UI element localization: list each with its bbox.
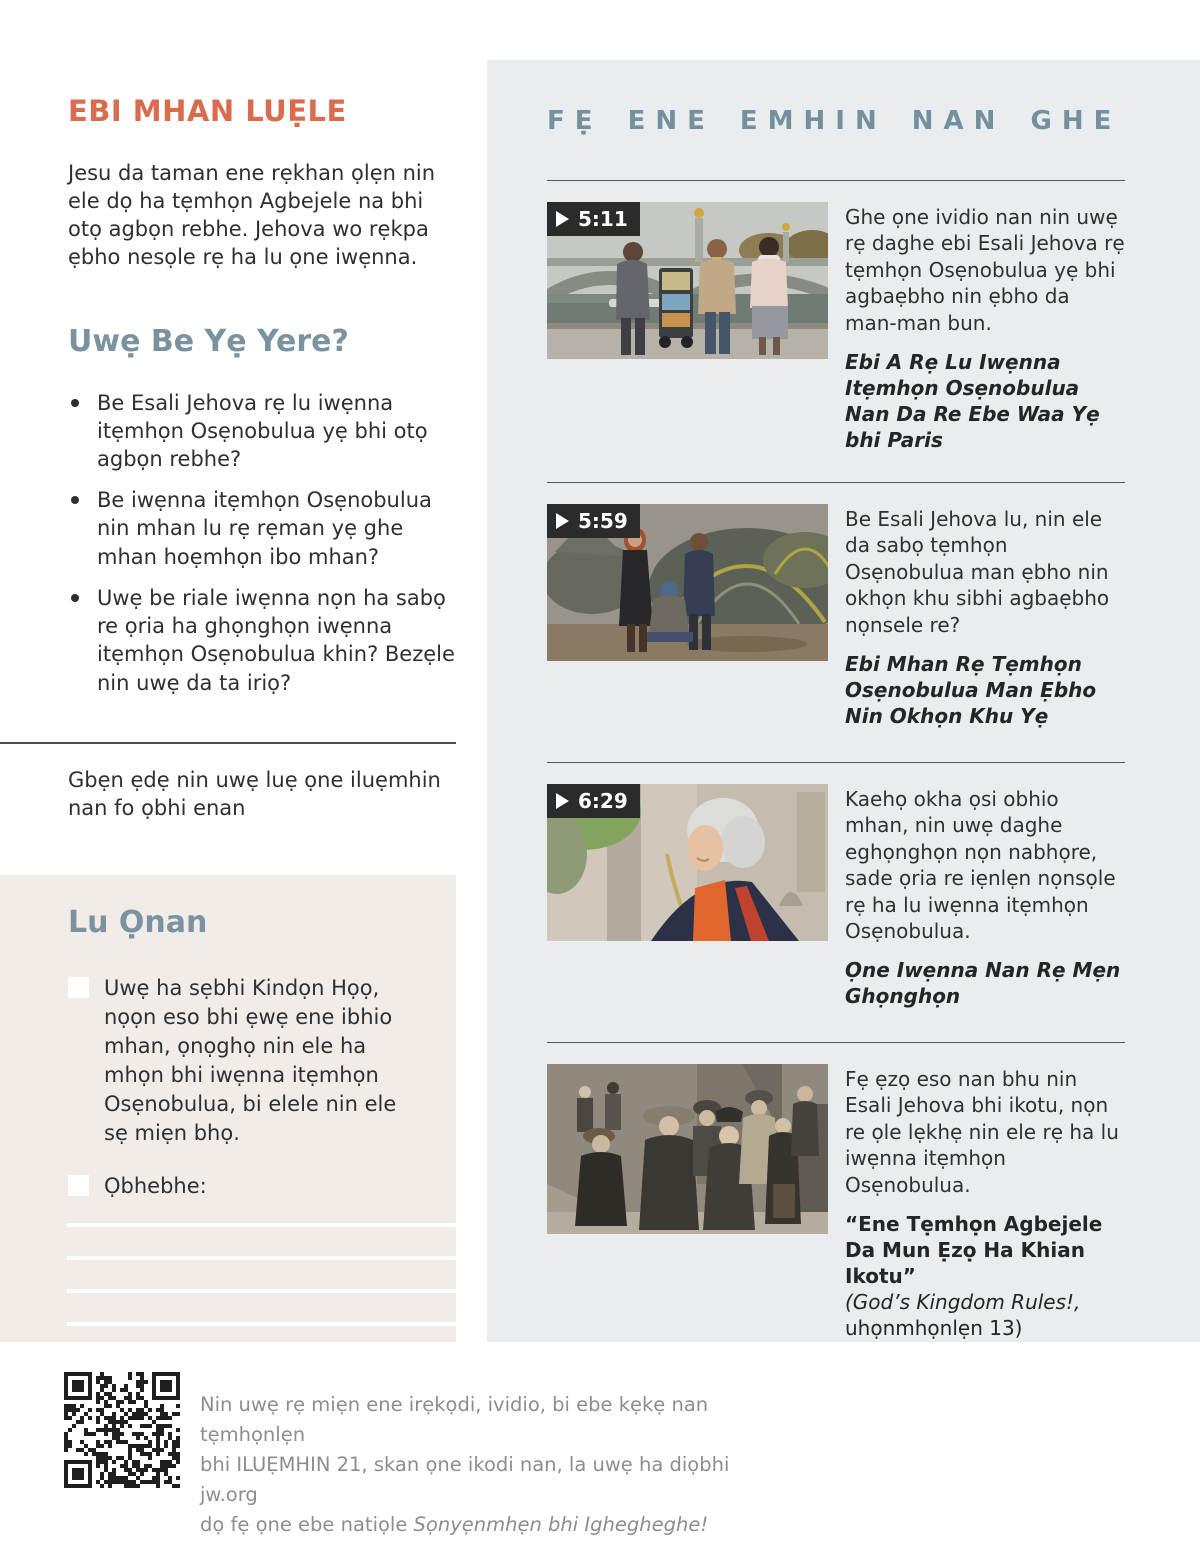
list-item xyxy=(68,486,460,571)
video-description: Be Esali Jehova lu, nin ele da sabọ tẹmhọn Osẹnobulua man ẹbho nin okhọn khu sibhi agbaẹbho nọnsele re? xyxy=(845,506,1110,637)
photo-description: Fẹ ẹzọ eso nan bhu nin Esali Jehova bhi ikotu, nọn re ọle lẹkhẹ nin ele rẹ ha lu iwẹnna itẹmhọn Osẹnobulua. xyxy=(845,1066,1119,1197)
todo-box xyxy=(0,875,456,1342)
chapter-title: “Ene Tẹmhọn Agbejele Da Mun Ẹzọ Ha Khian Ikotu” xyxy=(845,1211,1103,1288)
answer-line xyxy=(67,1322,456,1326)
video-thumbnail-refugee-camp[interactable] xyxy=(547,504,828,661)
bullet-icon xyxy=(71,496,79,504)
intro-paragraph: Jesu da taman ene rẹkhan ọlẹn nin ele dọ ha tẹmhọn Agbejele na bhi otọ agbọn rebhe. Jehova wo rẹkpa ẹbho nesọle rẹ ha lu ọne iwẹnna. xyxy=(68,161,436,270)
video-title-link[interactable]: Ebi Mhan Rẹ Tẹmhọn Osẹnobulua Man Ẹbho Nin Okhọn Khu Yẹ xyxy=(845,651,1097,728)
bullet-icon xyxy=(71,399,79,407)
video-thumbnail-elderly-sister[interactable] xyxy=(547,784,828,941)
list-item xyxy=(68,389,460,474)
answer-line xyxy=(67,1256,456,1260)
video-title-link[interactable]: Ebi A Rẹ Lu Iwẹnna Itẹmhọn Osẹnobulua Nan Da Re Ebe Waa Yẹ bhi Paris xyxy=(845,349,1100,452)
media-item xyxy=(547,482,1125,762)
media-item xyxy=(547,180,1125,482)
answer-line xyxy=(67,1289,456,1293)
question-text: Be Esali Jehova rẹ lu iwẹnna itẹmhọn Osẹnobulua yẹ bhi otọ agbọn rebhe? xyxy=(97,390,428,471)
question-text: Be iwẹnna itẹmhọn Osẹnobulua nin mhan lu rẹ rẹman yẹ ghe mhan hoẹmhọn ibo mhan? xyxy=(97,488,432,569)
section-divider xyxy=(0,742,456,744)
duration-badge xyxy=(547,784,640,818)
play-icon xyxy=(556,211,569,227)
answer-lines xyxy=(67,1223,456,1326)
historical-photo-thumbnail xyxy=(547,1064,828,1234)
media-panel-heading: FẸ ENE EMHIN NAN GHE xyxy=(547,106,1122,136)
todo-item-text: Ọbhebhe: xyxy=(104,1173,207,1198)
questions-list xyxy=(68,389,460,697)
qr-code-graphic xyxy=(64,1372,180,1488)
list-item xyxy=(68,584,460,697)
todo-item xyxy=(68,1172,404,1201)
play-icon xyxy=(556,793,569,809)
todo-item-text: Uwẹ ha sẹbhi Kindọn Họọ, nọọn eso bhi ẹwẹ ene ibhio mhan, ọnọghọ nin ele ha mhọn bhi iwẹnna itẹmhọn Osẹnobulua, bi elele nin ele sẹ miẹn bhọ. xyxy=(104,976,397,1145)
historical-photo-illustration xyxy=(547,1064,828,1234)
video-title-link[interactable]: Ọne Iwẹnna Nan Rẹ Mẹn Ghọnghọn xyxy=(845,958,1121,1009)
question-text: Uwẹ be riale iwẹnna nọn ha sabọ re ọria ha ghọnghọn iwẹnna itẹmhọn Osẹnobulua khin? Bezẹle nin uwẹ da ta iriọ? xyxy=(97,585,455,695)
media-list xyxy=(547,180,1125,1370)
media-item-text xyxy=(845,1064,1125,1341)
checkbox-icon[interactable] xyxy=(68,977,89,998)
duration-badge xyxy=(547,202,640,236)
bullet-icon xyxy=(71,594,79,602)
todo-item xyxy=(68,974,404,1148)
media-item-text xyxy=(845,202,1125,453)
media-item-text xyxy=(845,784,1125,1013)
publication-title-italic: Sọnyẹnmhẹn bhi Ighegheghe! xyxy=(413,1513,709,1537)
publication-name: (God’s Kingdom Rules!, xyxy=(845,1289,1081,1314)
footer-instructions xyxy=(200,1390,780,1540)
write-answer-note: Gbẹn ẹdẹ nin uwẹ luẹ ọne iluẹmhin nan fo ọbhi enan xyxy=(68,768,441,821)
checkbox-icon[interactable] xyxy=(68,1175,89,1196)
questions-heading: Uwẹ Be Yẹ Yere? xyxy=(68,323,349,359)
todo-heading: Lu Ọnan xyxy=(68,905,208,940)
page-title: EBI MHAN LUẸLE xyxy=(68,94,347,128)
media-item-text xyxy=(845,504,1125,733)
media-panel xyxy=(487,60,1200,1342)
footer-line: Nin uwẹ rẹ miẹn ene irẹkọdi, ividio, bi ebe kẹkẹ nan tẹmhọnlẹn xyxy=(200,1393,709,1447)
media-item xyxy=(547,1042,1125,1370)
chapter-reference: uhọnmhọnlẹn 13) xyxy=(845,1315,1023,1340)
play-icon xyxy=(556,513,569,529)
duration-text: 6:29 xyxy=(578,788,628,813)
duration-badge xyxy=(547,504,640,538)
qr-code xyxy=(64,1372,180,1488)
left-column xyxy=(68,94,460,710)
footer-line: dọ fẹ ọne ebe natiọle Sọnyẹnmhẹn bhi Ighegheghe! xyxy=(200,1513,709,1537)
footer-line: bhi ILUẸMHIN 21, skan ọne ikodi nan, la uwẹ ha diọbhi jw.org xyxy=(200,1453,730,1507)
duration-text: 5:59 xyxy=(578,508,628,533)
answer-line xyxy=(67,1223,456,1227)
duration-text: 5:11 xyxy=(578,207,628,231)
video-description: Ghe ọne ividio nan nin uwẹ rẹ daghe ebi Esali Jehova rẹ tẹmhọn Osẹnobulua yẹ bhi agbaẹbho nin ẹbho da man-man bun. xyxy=(845,205,1125,335)
publication-chapter-link[interactable] xyxy=(845,1211,1125,1341)
media-item xyxy=(547,762,1125,1042)
video-description: Kaehọ okha ọsi obhio mhan, nin uwẹ daghe eghọnghọn nọn nabhọre, sade ọria re iẹnlẹn nọnsọle rẹ ha lu iwẹnna itẹmhọn Osẹnobulua. xyxy=(845,786,1116,943)
video-thumbnail-paris[interactable] xyxy=(547,202,828,359)
